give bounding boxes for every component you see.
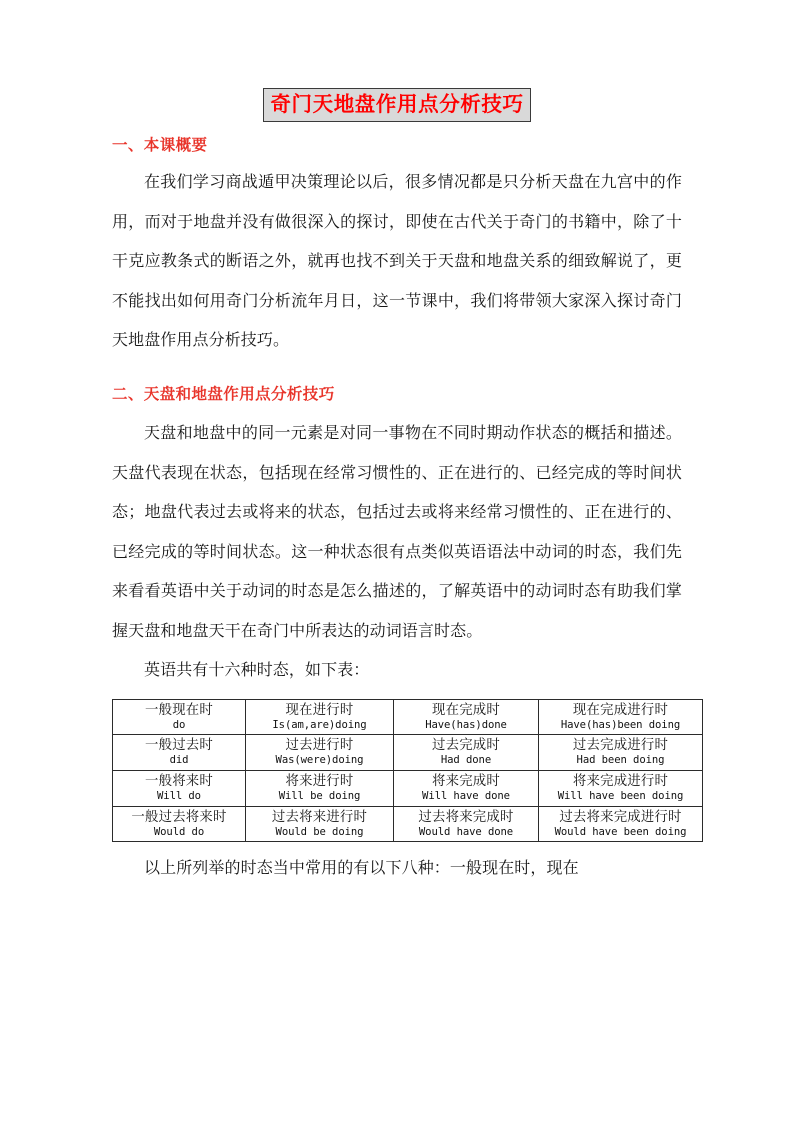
tense-form-en: Will have done (422, 790, 510, 803)
tense-form-en: Have(has)been doing (560, 718, 681, 731)
table-cell (539, 735, 703, 771)
table-cell (246, 770, 394, 806)
table-cell (113, 806, 246, 842)
table-cell (113, 699, 246, 735)
table-cell (394, 770, 539, 806)
tense-form-en: Was(were)doing (275, 754, 364, 767)
tense-form-en: do (172, 718, 186, 731)
tense-name-cn: 一般过去时 (145, 737, 213, 753)
tense-name-cn: 将来完成时 (432, 772, 500, 788)
tense-form-en: Will do (157, 790, 201, 803)
tense-name-cn: 现在进行时 (285, 701, 354, 717)
tense-form-en: Had been doing (576, 754, 665, 767)
table-cell (539, 699, 703, 735)
page-title: 奇门天地盘作用点分析技巧 (263, 88, 530, 122)
tense-name-cn: 过去完成时 (432, 737, 500, 753)
english-tense-table (112, 699, 703, 843)
table-cell (246, 699, 394, 735)
table-cell (246, 735, 394, 771)
section-2-paragraph-1: 天盘和地盘中的同一元素是对同一事物在不同时期动作状态的概括和描述。天盘代表现在状态，包括现在经常习惯性的、正在进行的、已经完成的等时间状态；地盘代表过去或将来的状态，包括过去或将来经常习惯性的、正在进行的、已经完成的等时间状态。这一种状态很有点类似英语语法中动词的时态，我们先来看看英语中关于动词的时态是怎么描述的，了解英语中的动词时态有助我们掌握天盘和地盘天干在奇门中所表达的动词语言时态。 (112, 425, 682, 640)
tense-form-en: Is(am,are)doing (272, 718, 367, 731)
table-cell (539, 770, 703, 806)
tense-name-cn: 将来进行时 (285, 772, 354, 788)
tense-form-en: Had done (440, 754, 492, 767)
table-row (113, 806, 703, 842)
tense-name-cn: 一般将来时 (145, 772, 213, 788)
tense-name-cn: 将来完成进行时 (572, 772, 669, 788)
tense-form-en: Would be doing (275, 825, 364, 838)
section-1-paragraph-1: 在我们学习商战遁甲决策理论以后，很多情况都是只分析天盘在九宫中的作用，而对于地盘并没有做很深入的探讨，即使在古代关于奇门的书籍中，除了十干克应教条式的断语之外，就再也找不到关于天盘和地盘关系的细致解说了，更不能找出如何用奇门分析流年月日，这一节课中，我们将带领大家深入探讨奇门天地盘作用点分析技巧。 (112, 174, 682, 350)
tense-form-en: Will have been doing (557, 790, 684, 803)
table-cell (394, 735, 539, 771)
tense-name-cn: 过去进行时 (285, 737, 354, 753)
tense-name-cn: 过去完成进行时 (572, 737, 669, 753)
section-2-paragraph-2: 英语共有十六种时态，如下表： (144, 662, 370, 679)
table-cell (113, 770, 246, 806)
tense-form-en: did (169, 754, 189, 767)
tense-form-en: Have(has)done (425, 718, 507, 731)
tense-name-cn: 现在完成进行时 (572, 701, 669, 717)
tense-name-cn: 过去将来进行时 (271, 808, 368, 824)
table-row (113, 770, 703, 806)
tense-form-en: Would have done (418, 825, 514, 838)
section-heading-1: 一、本课概要 (112, 137, 208, 154)
table-row (113, 735, 703, 771)
table-cell (539, 806, 703, 842)
title-container (112, 88, 682, 122)
section-heading-2: 二、天盘和地盘作用点分析技巧 (112, 385, 335, 403)
tense-name-cn: 现在完成时 (432, 701, 500, 717)
tense-form-en: Would do (153, 825, 205, 838)
tense-name-cn: 一般现在时 (145, 701, 213, 717)
tense-name-cn: 过去将来完成时 (418, 808, 514, 824)
tense-name-cn: 过去将来完成进行时 (559, 808, 682, 824)
table-cell (394, 699, 539, 735)
tense-form-en: Would have been doing (554, 825, 687, 838)
table-cell (394, 806, 539, 842)
tense-name-cn: 一般过去将来时 (131, 808, 227, 824)
document-content (112, 88, 687, 889)
tense-form-en: Will be doing (278, 790, 361, 803)
closing-paragraph: 以上所列举的时态当中常用的有以下八种：一般现在时，现在 (144, 860, 579, 878)
table-row (113, 699, 703, 735)
table-cell (246, 806, 394, 842)
table-cell (113, 735, 246, 771)
